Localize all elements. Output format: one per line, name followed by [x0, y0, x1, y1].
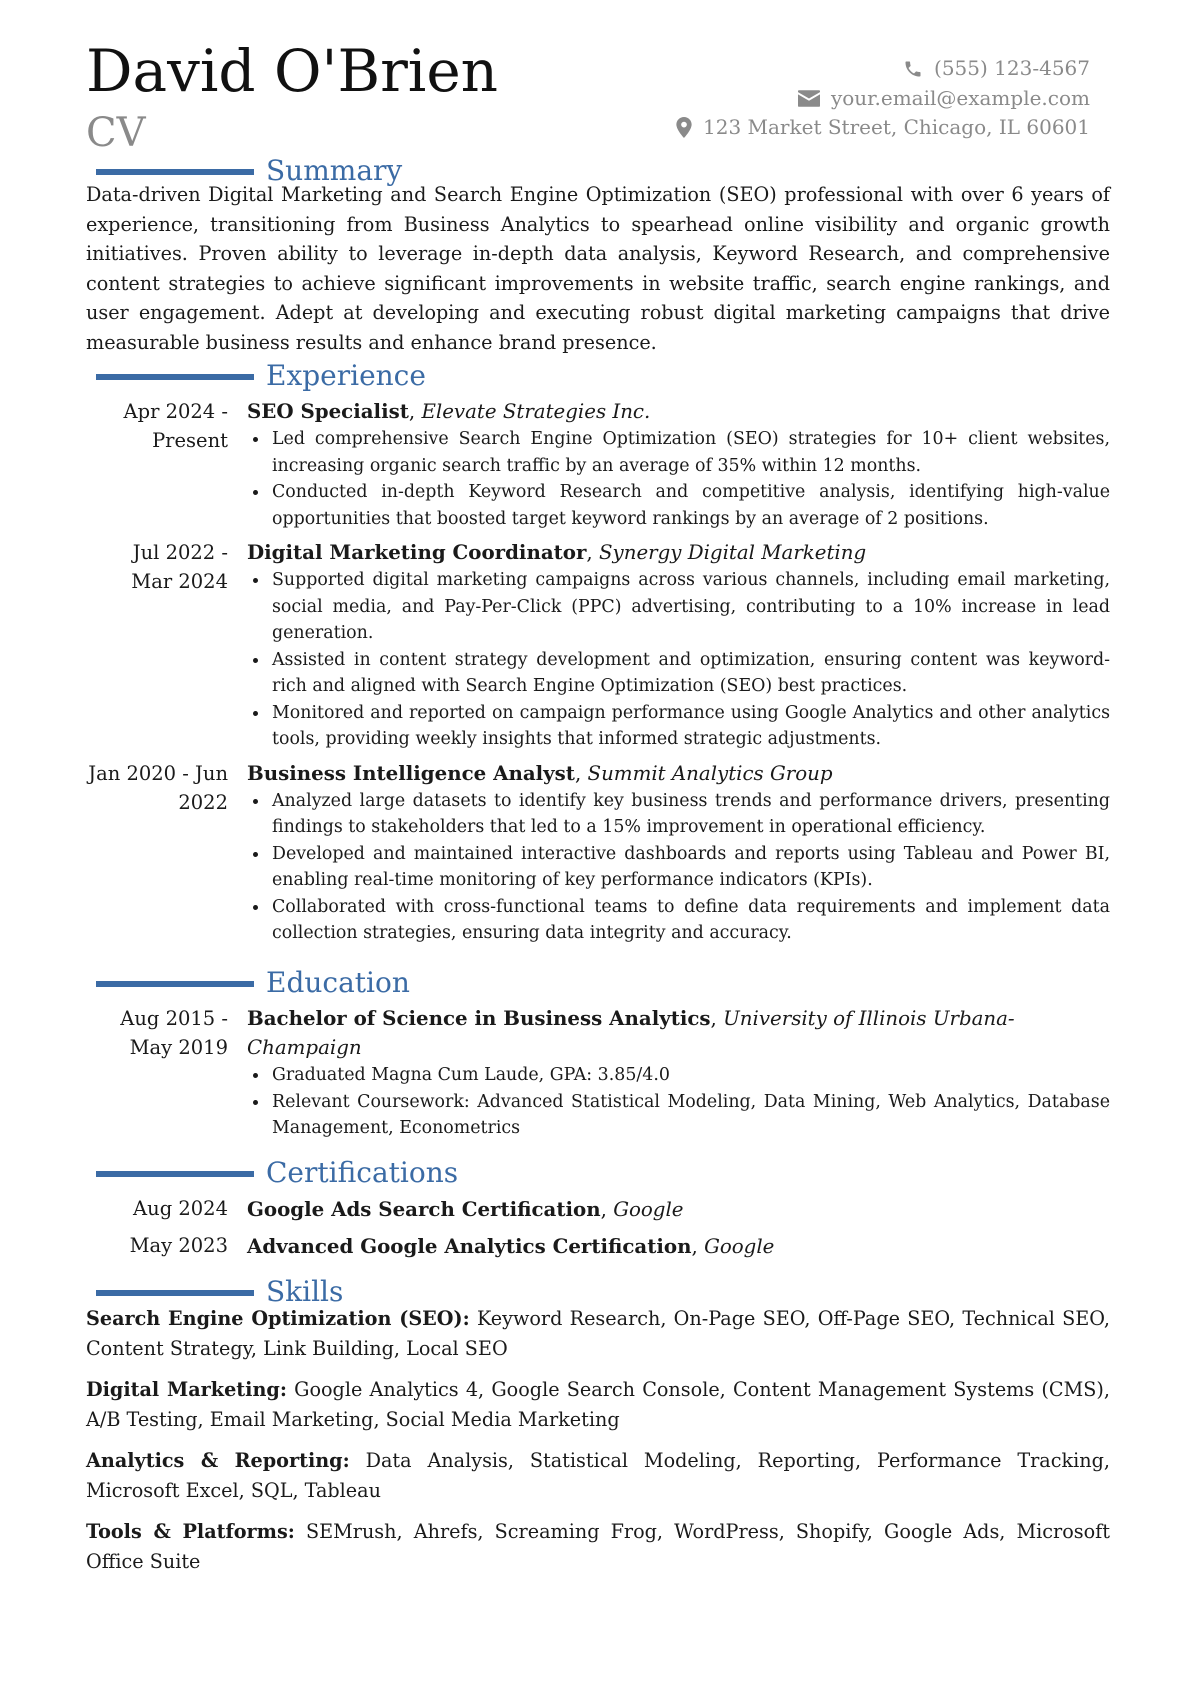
entry-title-line: Bachelor of Science in Business Analytics, University of Illinois Urbana-Champaign [247, 1006, 1015, 1059]
job-title: SEO Specialist [247, 399, 409, 423]
section-rule [96, 981, 254, 987]
bullet-item: Relevant Coursework: Advanced Statistical Modeling, Data Mining, Web Analytics, Database Management, Econometrics [272, 1089, 1110, 1142]
skill-label: Analytics & Reporting: [86, 1449, 350, 1472]
issuer: Google [613, 1197, 684, 1221]
contact-block [676, 54, 1090, 143]
bullet-item: Graduated Magna Cum Laude, GPA: 3.85/4.0 [272, 1062, 1110, 1089]
institution: University of Illinois Urbana-Champaign [247, 1007, 1015, 1059]
envelope-icon [798, 90, 820, 107]
skill-label: Tools & Platforms: [86, 1520, 295, 1543]
contact-address [676, 113, 1090, 143]
section-rule [96, 374, 254, 380]
certifications-heading [86, 1156, 1110, 1190]
section-rule [96, 1171, 254, 1177]
person-name: David O'Brien [86, 37, 499, 105]
skill-label: Digital Marketing: [86, 1378, 287, 1401]
education-entry [86, 1004, 1110, 1142]
entry-title-line: SEO Specialist, Elevate Strategies Inc. [247, 399, 651, 423]
bullet-item: Monitored and reported on campaign performance using Google Analytics and other analytics tools, providing weekly insights that informed strategic adjustments. [272, 700, 1110, 753]
skill-group [86, 1375, 1110, 1434]
degree-title: Bachelor of Science in Business Analytics [247, 1006, 711, 1030]
skill-group [86, 1304, 1110, 1363]
contact-phone [676, 54, 1090, 84]
phone-text[interactable]: (555) 123-4567 [934, 56, 1090, 80]
skills-title: Skills [266, 1275, 344, 1308]
entry-title-line: Business Intelligence Analyst, Summit Analytics Group [247, 760, 833, 785]
bullet-item: Assisted in content strategy development and optimization, ensuring content was keyword-rich and aligned with Search Engine Optimization (SEO) best practices. [272, 647, 1110, 700]
section-rule [96, 1290, 254, 1296]
phone-icon [903, 59, 923, 79]
bullet-item: Led comprehensive Search Engine Optimization (SEO) strategies for 10+ client websites, increasing organic search traffic by an average of 35% within 12 months. [272, 426, 1110, 479]
skill-list: SEMrush, Ahrefs, Screaming Frog, WordPress, Shopify, Google Ads, Microsoft Office Suite [86, 1520, 1110, 1573]
certification-entry: Aug 2024 Google Ads Search Certification, Google [86, 1190, 1110, 1227]
bullet-list [247, 426, 1110, 532]
email-text[interactable]: your.email@example.com [830, 85, 1090, 110]
bullet-item: Supported digital marketing campaigns across various channels, including email marketing, social media, and Pay-Per-Click (PPC) advertising, contributing to a 10% increase in lead generation. [272, 567, 1110, 647]
experience-heading [86, 359, 1110, 393]
education-title: Education [266, 966, 410, 999]
bullet-item: Conducted in-depth Keyword Research and competitive analysis, identifying high-value opportunities that boosted target keyword rankings by an average of 2 positions. [272, 479, 1110, 532]
job-title: Digital Marketing Coordinator [247, 540, 587, 564]
entry-date: Aug 2024 [133, 1197, 228, 1220]
skill-group [86, 1446, 1110, 1505]
experience-entry [86, 397, 1110, 532]
certification-entry: May 2023 Advanced Google Analytics Certification, Google [86, 1227, 1110, 1264]
experience-entry [86, 759, 1110, 947]
bullet-list [247, 788, 1110, 947]
entry-date: Apr 2024 - Present [123, 400, 228, 452]
job-title: Business Intelligence Analyst [247, 760, 575, 785]
entry-date: Jan 2020 - Jun 2022 [88, 761, 228, 814]
employer: Summit Analytics Group [587, 761, 833, 785]
document-subtitle: CV [86, 110, 146, 156]
section-rule [96, 169, 254, 175]
map-pin-icon [676, 117, 692, 138]
education-section [86, 966, 1110, 1142]
address-text: 123 Market Street, Chicago, IL 60601 [703, 115, 1090, 139]
bullet-item: Analyzed large datasets to identify key business trends and performance drivers, presenting findings to stakeholders that led to a 15% improvement in operational efficiency. [272, 788, 1110, 841]
skills-heading [86, 1275, 1110, 1309]
skill-label: Search Engine Optimization (SEO): [86, 1307, 470, 1330]
entry-date: Aug 2015 - May 2019 [120, 1007, 228, 1059]
skill-list: Google Analytics 4, Google Search Console, Content Management Systems (CMS), A/B Testing, Email Marketing, Social Media Marketing [86, 1378, 1110, 1431]
bullet-list [247, 567, 1110, 753]
skills-section [86, 1275, 1110, 1588]
certifications-section [86, 1156, 1110, 1264]
employer: Elevate Strategies Inc. [421, 400, 651, 423]
experience-title: Experience [266, 359, 426, 392]
entry-date: Jul 2022 - Mar 2024 [131, 541, 228, 593]
bullet-item: Collaborated with cross-functional teams to define data requirements and implement data collection strategies, ensuring data integrity and accuracy. [272, 894, 1110, 947]
education-heading [86, 966, 1110, 1000]
summary-title: Summary [266, 154, 403, 187]
certification-title: Advanced Google Analytics Certification [247, 1233, 692, 1258]
employer: Synergy Digital Marketing [598, 541, 867, 564]
certification-title: Google Ads Search Certification [247, 1196, 601, 1221]
summary-heading [86, 154, 1110, 188]
experience-entry [86, 538, 1110, 753]
entry-date: May 2023 [129, 1234, 228, 1257]
certifications-title: Certifications [266, 1156, 459, 1189]
issuer: Google [704, 1234, 775, 1258]
experience-section [86, 359, 1110, 947]
summary-text: Data-driven Digital Marketing and Search Engine Optimization (SEO) professional with over 6 years of experience, transitioning from Business Analytics to spearhead online visibility and organic growth initiatives. Proven ability to leverage in-depth data analysis, Keyword Research, and comprehensive content strategies to achieve significant improvements in website traffic, search engine rankings, and user engagement. Adept at developing and executing robust digital marketing campaigns that drive measurable business results and enhance brand presence. [86, 183, 1110, 354]
bullet-item: Developed and maintained interactive dashboards and reports using Tableau and Power BI, enabling real-time monitoring of key performance indicators (KPIs). [272, 841, 1110, 894]
skill-list: Keyword Research, On-Page SEO, Off-Page SEO, Technical SEO, Content Strategy, Link Building, Local SEO [86, 1307, 1110, 1360]
entry-title-line: Digital Marketing Coordinator, Synergy Digital Marketing [247, 540, 867, 564]
skill-list: Data Analysis, Statistical Modeling, Reporting, Performance Tracking, Microsoft Excel, SQL, Tableau [86, 1449, 1110, 1502]
bullet-list [247, 1062, 1110, 1142]
summary-section [86, 154, 1110, 357]
skill-group [86, 1517, 1110, 1576]
contact-email [676, 84, 1090, 114]
